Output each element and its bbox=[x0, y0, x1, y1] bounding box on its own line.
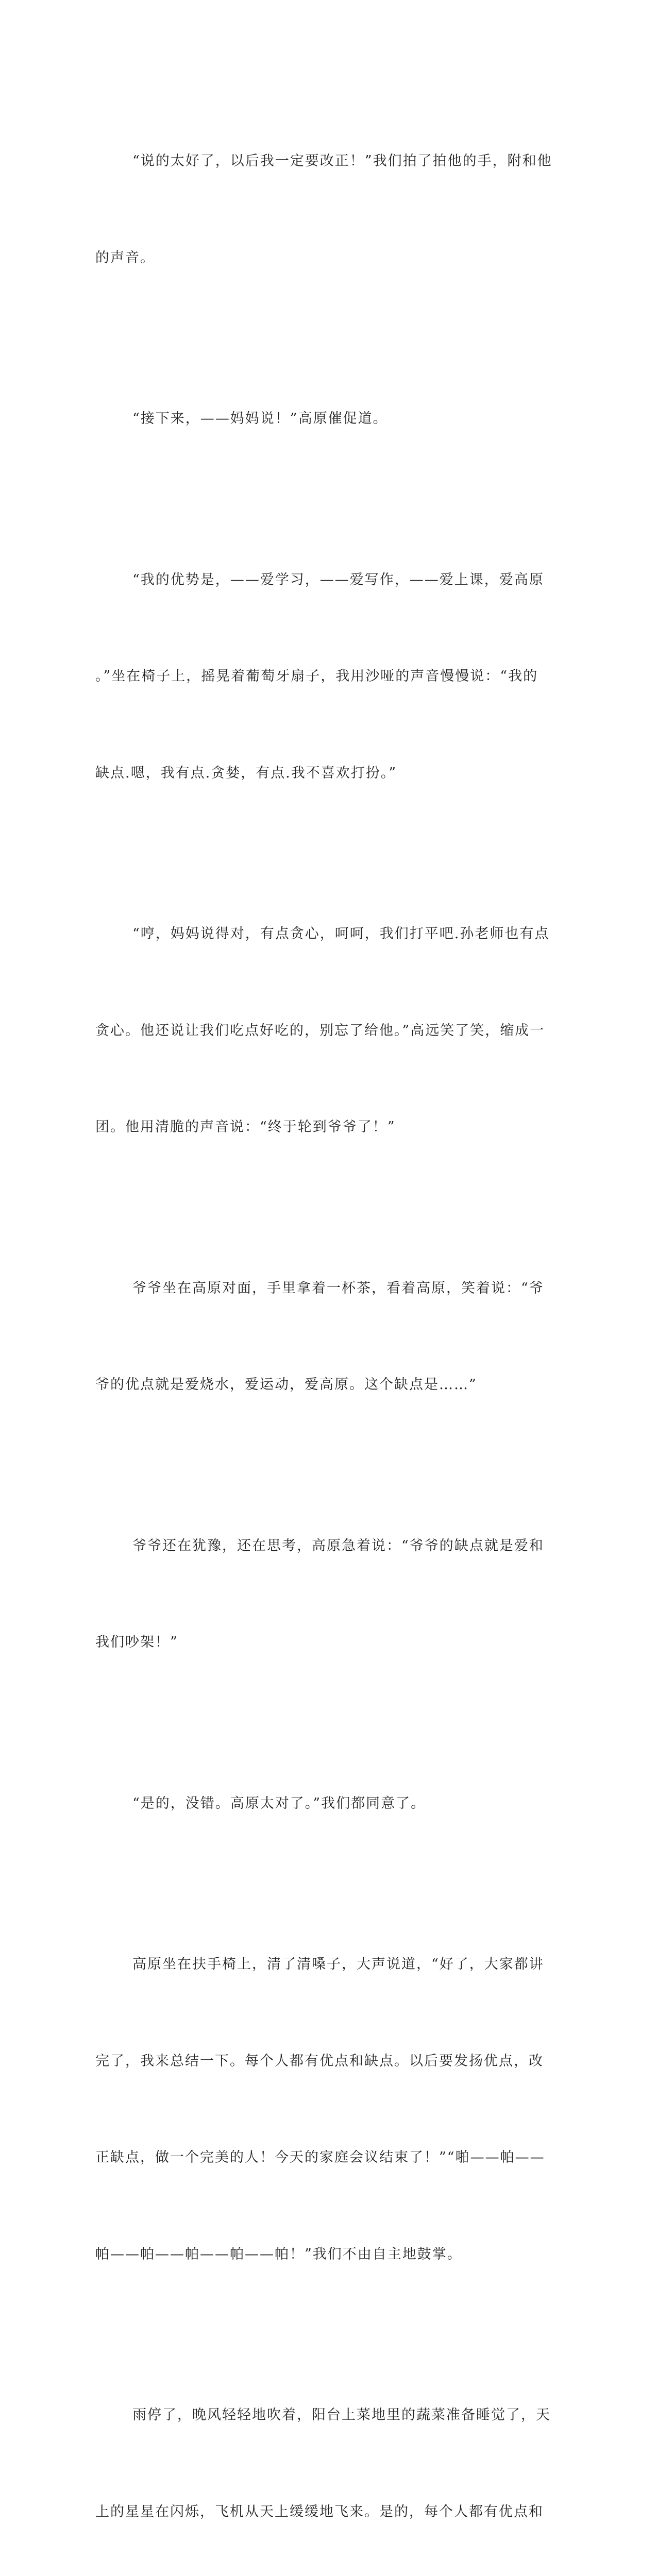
text-line: 爷爷还在犹豫，还在思考，高原急着说：“爷爷的缺点就是爱和 bbox=[132, 1537, 544, 1554]
text-line: 缺点.嗯，我有点.贪婪，有点.我不喜欢打扮。” bbox=[95, 765, 397, 781]
paragraph-3 bbox=[95, 500, 550, 854]
paragraph-1 bbox=[95, 81, 550, 338]
text-line: 帕——帕——帕——帕——帕！”我们不由自主地鼓掌。 bbox=[95, 2246, 462, 2262]
paragraph-2 bbox=[95, 338, 550, 500]
text-line: 爷的优点就是爱烧水，爱运动，爱高原。这个缺点是……” bbox=[95, 1377, 477, 1393]
text-line: “哼，妈妈说得对，有点贪心，呵呵，我们打平吧.孙老师也有点 bbox=[132, 926, 550, 942]
text-line: 我们吵架！” bbox=[95, 1634, 178, 1650]
text-line: “接下来，——妈妈说！”高原催促道。 bbox=[132, 411, 388, 427]
text-line: 完了，我来总结一下。每个人都有优点和缺点。以后要发扬优点，改 bbox=[95, 2053, 544, 2069]
paragraph-4 bbox=[95, 854, 550, 1208]
paragraph-5 bbox=[95, 1208, 550, 1466]
text-line: 正缺点，做一个完美的人！今天的家庭会议结束了！”“啪——帕—— bbox=[95, 2149, 545, 2165]
text-line: 雨停了，晚风轻轻地吹着，阳台上菜地里的蔬菜准备睡觉了，天 bbox=[132, 2407, 551, 2423]
paragraph-8 bbox=[95, 1884, 550, 2335]
text-line: 的声音。 bbox=[95, 249, 155, 266]
text-line: “我的优势是，——爱学习，——爱写作，——爱上课，爱高原 bbox=[132, 571, 544, 588]
text-line: 贪心。他还说让我们吃点好吃的，别忘了给他。”高远笑了笑，缩成一 bbox=[95, 1022, 545, 1039]
text-line: 爷爷坐在高原对面，手里拿着一杯茶，看着高原，笑着说：“爷 bbox=[132, 1280, 544, 1296]
text-line: 团。他用清脆的声音说：“终于轮到爷爷了！” bbox=[95, 1119, 396, 1135]
paragraph-7 bbox=[95, 1723, 550, 1885]
text-line: 上的星星在闪烁，飞机从天上缓缓地飞来。是的，每个人都有优点和 bbox=[95, 2503, 544, 2520]
paragraph-9 bbox=[95, 2335, 550, 2576]
document-body bbox=[95, 81, 550, 2576]
text-line: “说的太好了，以后我一定要改正！”我们拍了拍他的手，附和他 bbox=[132, 153, 552, 169]
text-line: 。”坐在椅子上，摇晃着葡萄牙扇子，我用沙哑的声音慢慢说：“我的 bbox=[95, 668, 538, 684]
text-line: 高原坐在扶手椅上，清了清嗓子，大声说道，“好了，大家都讲 bbox=[132, 1956, 544, 1972]
paragraph-6 bbox=[95, 1466, 550, 1723]
text-line: “是的，没错。高原太对了。”我们都同意了。 bbox=[132, 1795, 426, 1811]
